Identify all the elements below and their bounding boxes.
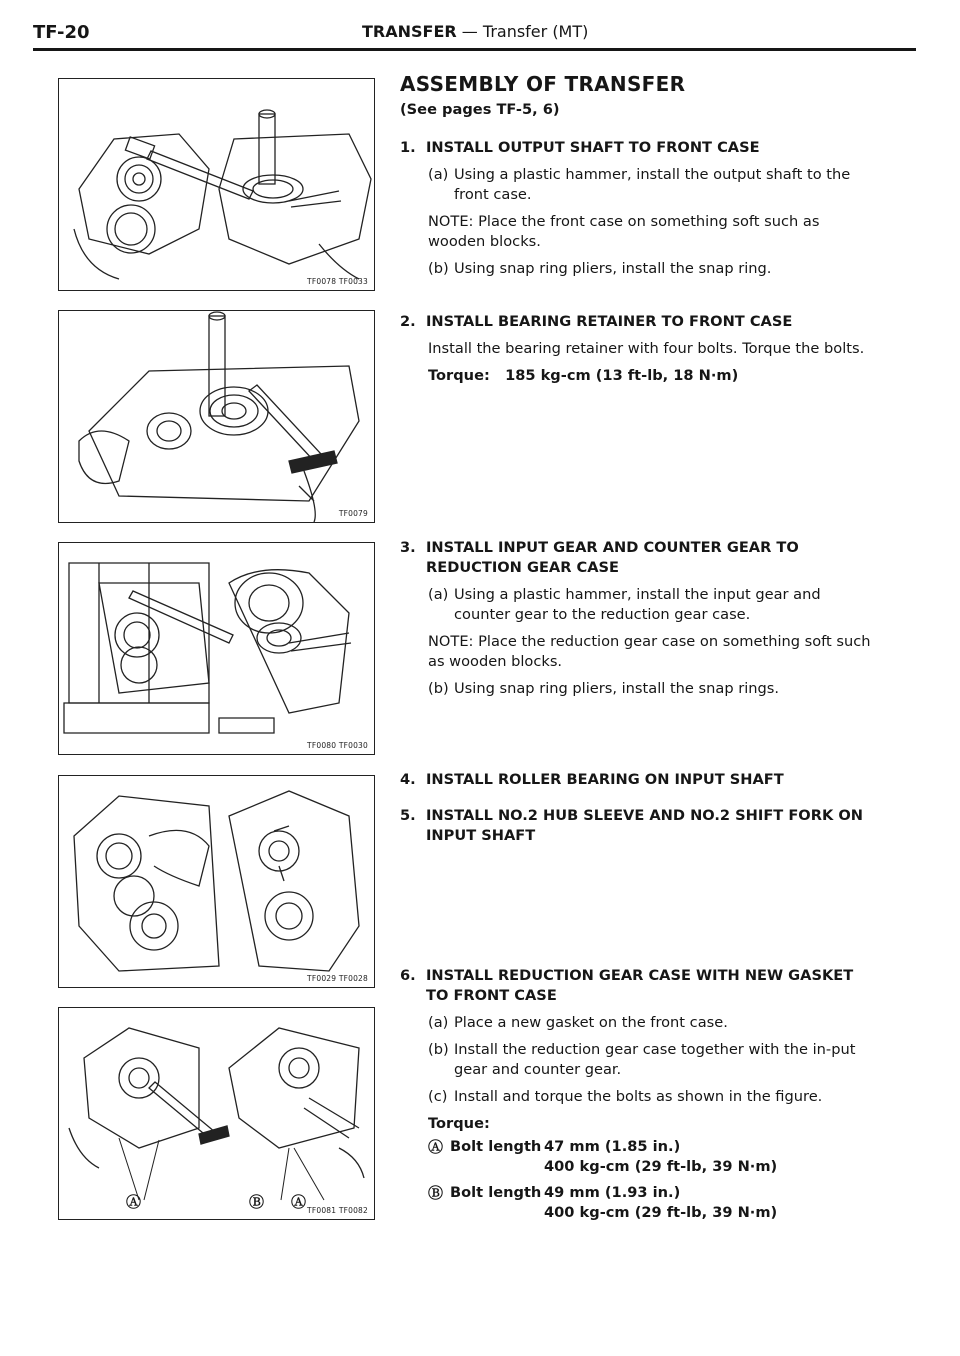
sub-label: (a) <box>428 166 449 183</box>
torque-value: 185 kg-cm (13 ft-lb, 18 N·m) <box>505 367 739 384</box>
step-number: 2. <box>400 313 416 330</box>
step-heading: INSTALL OUTPUT SHAFT TO FRONT CASE <box>426 139 760 156</box>
bolt-length: 47 mm (1.85 in.) <box>544 1138 681 1155</box>
instructions <box>400 72 880 1221</box>
figure-input-counter-gear <box>58 542 375 755</box>
illustration-output-shaft <box>59 79 374 290</box>
sub-text: Using a plastic hammer, install the output shaft to the front case. <box>454 166 851 203</box>
figure-reduction-gear-case <box>58 1007 375 1220</box>
bolt-length: 49 mm (1.93 in.) <box>544 1184 681 1201</box>
figure-output-shaft <box>58 78 375 291</box>
section-name: TRANSFER <box>362 22 457 41</box>
figure-code: TF0080 TF0030 <box>307 741 368 750</box>
sub-label: (c) <box>428 1088 448 1105</box>
bolt-torque: 400 kg-cm (29 ft-lb, 39 N·m) <box>544 1204 778 1221</box>
step-2 <box>400 312 880 386</box>
step-note: NOTE: Place the front case on something soft such as wooden blocks. <box>428 213 820 250</box>
step-6 <box>400 966 880 1223</box>
header-separator: — <box>456 22 483 41</box>
bolt-length-label: Bolt length <box>450 1138 542 1155</box>
bolt-torque: 400 kg-cm (29 ft-lb, 39 N·m) <box>544 1158 778 1175</box>
step-heading: INSTALL INPUT GEAR AND COUNTER GEAR TO REDUCTION GEAR CASE <box>426 539 799 576</box>
callout-b: Ⓑ <box>249 1193 265 1211</box>
bolt-b-icon: Ⓑ <box>428 1184 444 1202</box>
torque-spec <box>428 366 880 386</box>
step-heading: INSTALL NO.2 HUB SLEEVE AND NO.2 SHIFT FORK ON INPUT SHAFT <box>426 807 863 844</box>
bolt-a-icon: Ⓐ <box>428 1138 444 1156</box>
figure-code: TF0081 TF0082 <box>307 1206 368 1215</box>
sub-text: Install and torque the bolts as shown in the figure. <box>454 1088 823 1105</box>
see-pages: (See pages TF-5, 6) <box>400 101 560 118</box>
bolt-row-b <box>428 1183 880 1223</box>
figure-code: TF0078 TF0033 <box>307 277 368 286</box>
step-3 <box>400 538 880 699</box>
torque-label: Torque: <box>428 1115 490 1132</box>
step-4 <box>400 770 880 790</box>
sub-label: (a) <box>428 586 449 603</box>
header-rule <box>33 48 916 51</box>
sub-label: (b) <box>428 260 449 277</box>
illustration-hub-sleeve-shift-fork <box>59 776 374 987</box>
bolt-length-label: Bolt length <box>450 1184 542 1201</box>
callout-a-right: Ⓐ <box>291 1193 307 1211</box>
sub-text: Using snap ring pliers, install the snap rings. <box>454 680 780 697</box>
step-1 <box>400 138 880 279</box>
sub-text: Place a new gasket on the front case. <box>454 1014 728 1031</box>
bolt-torque-table <box>428 1137 880 1223</box>
sub-label: (b) <box>428 1041 449 1058</box>
page-title: ASSEMBLY OF TRANSFER <box>400 72 686 96</box>
bolt-row-a <box>428 1137 880 1177</box>
sub-text: Install the reduction gear case together with the in-put gear and counter gear. <box>454 1041 856 1078</box>
step-text: Install the bearing retainer with four bolts. Torque the bolts. <box>428 340 865 357</box>
sub-label: (b) <box>428 680 449 697</box>
bolt-spec <box>544 1183 777 1223</box>
torque-label: Torque: <box>428 367 490 384</box>
step-note: NOTE: Place the reduction gear case on something soft such as wooden blocks. <box>428 633 871 670</box>
figure-code: TF0029 TF0028 <box>307 974 368 983</box>
step-number: 5. <box>400 807 416 824</box>
step-number: 6. <box>400 967 416 984</box>
step-number: 3. <box>400 539 416 556</box>
sub-text: Using snap ring pliers, install the snap ring. <box>454 260 772 277</box>
figure-hub-sleeve-shift-fork <box>58 775 375 988</box>
step-number: 4. <box>400 771 416 788</box>
bolt-spec <box>544 1137 777 1177</box>
page-header-title <box>362 22 588 41</box>
step-number: 1. <box>400 139 416 156</box>
subsection-name: Transfer (MT) <box>482 22 589 41</box>
step-heading: INSTALL BEARING RETAINER TO FRONT CASE <box>426 313 793 330</box>
sub-text: Using a plastic hammer, install the input gear and counter gear to the reduction gear case. <box>454 586 821 623</box>
figure-code: TF0079 <box>338 509 368 518</box>
callout-a-left: Ⓐ <box>126 1193 142 1211</box>
figure-bearing-retainer <box>58 310 375 523</box>
illustration-bearing-retainer <box>59 311 374 522</box>
sub-label: (a) <box>428 1014 449 1031</box>
page-number: TF-20 <box>33 22 90 43</box>
illustration-reduction-gear-case <box>59 1008 374 1219</box>
step-heading: INSTALL ROLLER BEARING ON INPUT SHAFT <box>426 771 784 788</box>
step-5 <box>400 806 880 846</box>
illustration-input-counter-gear <box>59 543 374 754</box>
step-heading: INSTALL REDUCTION GEAR CASE WITH NEW GASKET TO FRONT CASE <box>426 967 854 1004</box>
